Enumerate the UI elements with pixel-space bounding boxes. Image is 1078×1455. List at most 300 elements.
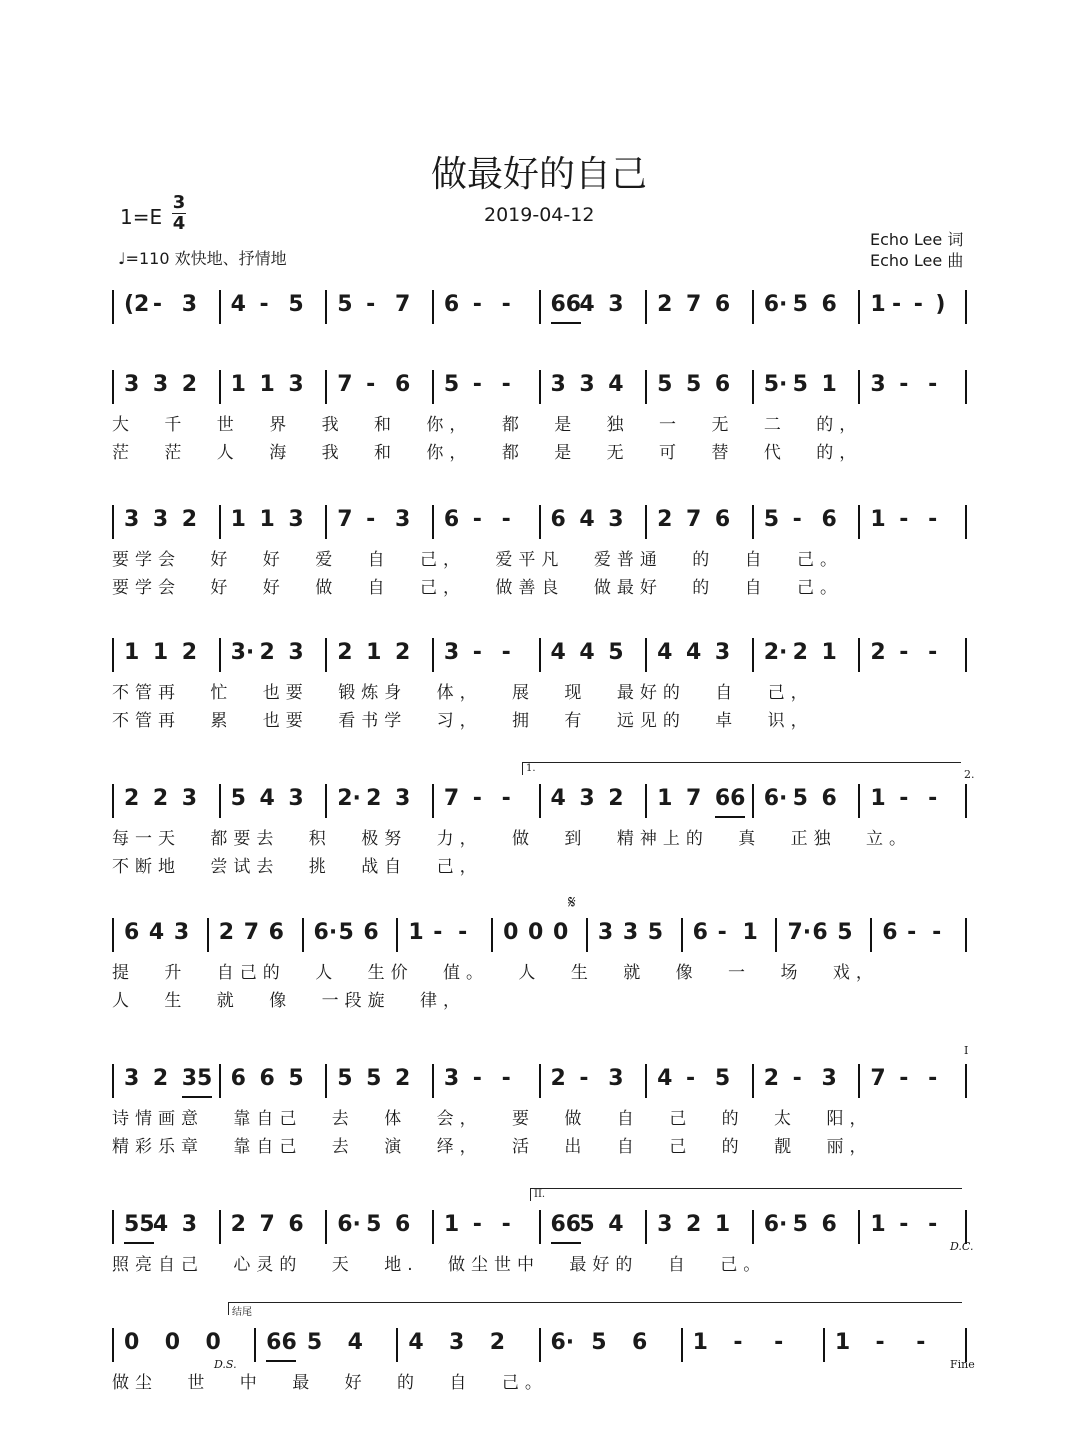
song-title: 做最好的自己 (430, 154, 647, 195)
jianpu-note: 1 (821, 372, 837, 397)
barline (112, 638, 114, 672)
barline (432, 784, 434, 818)
jianpu-note: - (875, 1330, 885, 1355)
barline (858, 1210, 860, 1244)
jianpu-note: 2 (763, 1066, 780, 1091)
lyrics-verse-2: 要学会 好 好 做 自 己， 做善良 做最好 的 自 己。 (112, 578, 844, 598)
barline (112, 1064, 114, 1098)
jianpu-note: 4 (686, 640, 702, 665)
jianpu-note: 1 (742, 920, 758, 945)
barline (752, 638, 754, 672)
jianpu-note: (2 (124, 292, 150, 317)
volta-2-ending: II. (530, 1188, 962, 1201)
lyrics-verse-1: 照亮自己 心灵的 天 地. 做尘世中 最好的 自 己。 (112, 1255, 767, 1275)
jianpu-note: 1 (152, 640, 169, 665)
jianpu-note: 35 (181, 1066, 213, 1091)
jianpu-note: 2 (550, 1066, 566, 1091)
jianpu-note: 7 (686, 507, 702, 532)
jianpu-note: 4 (152, 1212, 169, 1237)
barline (775, 918, 777, 952)
jianpu-note: 1 (692, 1330, 708, 1355)
jianpu-note: - (501, 1212, 511, 1237)
jianpu-note: 2 (259, 640, 275, 665)
jianpu-note: 1 (870, 786, 886, 811)
jianpu-note: 2 (218, 920, 235, 945)
jianpu-note: - (928, 507, 938, 532)
jianpu-note: - (366, 372, 376, 397)
jianpu-note: 7 (337, 372, 353, 397)
jianpu-note: 5 (792, 292, 808, 317)
jianpu-note: 2· (763, 640, 788, 665)
jianpu-note: 1 (714, 1212, 731, 1237)
jianpu-note: 2 (792, 640, 808, 665)
jianpu-note: 0 (503, 920, 519, 945)
jianpu-note: - (899, 507, 909, 532)
jianpu-note: 5 (591, 1330, 607, 1355)
lyrics-verse-1: 不管再 忙 也要 锻炼身 体， 展 现 最好的 自 己， (112, 683, 814, 703)
jianpu-note: 4 (347, 1330, 363, 1355)
jianpu-note: 3 (152, 507, 169, 532)
time-bottom: 4 (172, 213, 186, 234)
jianpu-note: 2 (395, 640, 411, 665)
barline (539, 1328, 541, 1362)
jianpu-note: 4 (657, 640, 673, 665)
barline (325, 370, 327, 404)
jianpu-note: 0 (552, 920, 569, 945)
barline (432, 1210, 434, 1244)
jianpu-note: 6 (821, 507, 837, 532)
jianpu-note: 3 (608, 1066, 624, 1091)
jianpu-note: 6 (882, 920, 898, 945)
barline (112, 1328, 114, 1362)
lyrics-verse-1: 每一天 都要去 积 极努 力， 做 到 精神上的 真 正独 立。 (112, 829, 913, 849)
jianpu-note: - (366, 292, 376, 317)
jianpu-note: 3 (288, 372, 304, 397)
barline (752, 505, 754, 539)
barline (539, 1064, 541, 1098)
tempo-marking: ♩=110 欢快地、抒情地 (118, 249, 287, 268)
jianpu-note: - (579, 1066, 589, 1091)
jianpu-note: - (152, 292, 163, 317)
jianpu-note: 7 (870, 1066, 886, 1091)
jianpu-note: 4 (148, 920, 165, 945)
lyricist: Echo Lee 词 (870, 230, 964, 249)
jianpu-note: 3 (395, 786, 411, 811)
barline (681, 1328, 683, 1362)
jianpu-note: 6 (124, 920, 140, 945)
jianpu-note: 6 (395, 1212, 411, 1237)
jianpu-note: - (899, 640, 909, 665)
lyrics-verse-2: 人 生 就 像 一段旋 律， (112, 991, 467, 1011)
jianpu-note: 1 (230, 507, 246, 532)
jianpu-note: 6 (443, 292, 460, 317)
volta-2: 2. (964, 768, 975, 781)
jianpu-note: 2 (124, 786, 140, 811)
jianpu-note: 6 (550, 507, 566, 532)
jianpu-note: 1 (821, 640, 837, 665)
jianpu-note: 5 (657, 372, 673, 397)
jianpu-note: 1 (230, 372, 246, 397)
barline (112, 505, 114, 539)
barline (752, 290, 754, 324)
jianpu-note: 3 (181, 1212, 198, 1237)
barline (965, 290, 967, 324)
barline (432, 1064, 434, 1098)
barline (396, 1328, 398, 1362)
barline (112, 370, 114, 404)
jianpu-note: - (501, 372, 511, 397)
jianpu-note: 0 (205, 1330, 221, 1355)
jianpu-note: 4 (579, 507, 595, 532)
jianpu-note: 7 (243, 920, 260, 945)
jianpu-note: - (366, 507, 376, 532)
jianpu-note: 6 (714, 507, 731, 532)
jianpu-note: - (899, 786, 909, 811)
jianpu-note: 2 (870, 640, 886, 665)
jianpu-note: 7 (259, 1212, 275, 1237)
jianpu-note: 2 (686, 1212, 702, 1237)
jianpu-note: 0 (528, 920, 544, 945)
barline (219, 290, 221, 324)
jianpu-note: 5 (763, 507, 780, 532)
jianpu-note: 0 (124, 1330, 140, 1355)
barline (325, 784, 327, 818)
jianpu-note: 2· (337, 786, 361, 811)
barline (325, 505, 327, 539)
jianpu-note: - (928, 1212, 938, 1237)
jianpu-note: 66 (550, 292, 582, 317)
barline (858, 505, 860, 539)
jianpu-note: 4 (259, 786, 275, 811)
jianpu-note: 3 (152, 372, 169, 397)
fine-marking: Fine (950, 1358, 975, 1371)
jianpu-note: 3 (821, 1066, 837, 1091)
jianpu-note: 4 (579, 292, 595, 317)
jianpu-note: - (472, 372, 482, 397)
jianpu-note: 1 (870, 1212, 886, 1237)
jianpu-note: - (774, 1330, 784, 1355)
ds-marking: D.S. (214, 1358, 237, 1371)
jianpu-note: - (899, 1066, 909, 1091)
jianpu-note: 3 (288, 507, 304, 532)
barline (432, 290, 434, 324)
jianpu-note: 1 (366, 640, 382, 665)
jianpu-note: - (792, 1066, 802, 1091)
jianpu-note: 2 (657, 292, 673, 317)
jianpu-note: 7 (686, 786, 702, 811)
barline (752, 784, 754, 818)
jianpu-note: 3 (550, 372, 566, 397)
jianpu-note: - (433, 920, 443, 945)
jianpu-note: 2 (181, 507, 198, 532)
lyrics-verse-1: 大 千 世 界 我 和 你， 都 是 独 一 无 二 的， (112, 415, 863, 435)
jianpu-note: 5 (579, 1212, 595, 1237)
jianpu-note: 6 (268, 920, 284, 945)
composer: Echo Lee 曲 (870, 251, 964, 270)
barline (752, 1064, 754, 1098)
barline (112, 290, 114, 324)
barline (325, 1064, 327, 1098)
barline (965, 638, 967, 672)
jianpu-note: - (928, 372, 938, 397)
jianpu-note: 1 (408, 920, 424, 945)
jianpu-note: 3 (608, 292, 624, 317)
jianpu-note: - (792, 507, 802, 532)
jianpu-note: 66 (714, 786, 746, 811)
jianpu-note: 6 (363, 920, 379, 945)
jianpu-note: 2 (152, 786, 169, 811)
jianpu-note: 5· (763, 372, 788, 397)
jianpu-note: 1 (124, 640, 140, 665)
jianpu-note: 5 (792, 372, 808, 397)
lyrics-verse-2: 不管再 累 也要 看书学 习， 拥 有 远见的 卓 识， (112, 711, 814, 731)
jianpu-note: - (259, 292, 269, 317)
barline (965, 1328, 967, 1362)
barline (207, 918, 209, 952)
barline (219, 505, 221, 539)
barline (858, 784, 860, 818)
lyrics-verse-1: 提 升 自己的 人 生价 值。 人 生 就 像 一 场 戏， (112, 963, 879, 983)
jianpu-note: 3 (622, 920, 639, 945)
system-2 (0, 370, 1078, 480)
jianpu-note: - (899, 1212, 909, 1237)
barline (539, 505, 541, 539)
jianpu-note: 1 (657, 786, 673, 811)
barline (112, 784, 114, 818)
jianpu-note: 2 (395, 1066, 411, 1091)
barline (645, 1064, 647, 1098)
barline (681, 918, 683, 952)
barline (965, 1210, 967, 1244)
underline-beam (124, 1242, 154, 1244)
jianpu-note: - (928, 640, 938, 665)
jianpu-note: 3 (443, 640, 460, 665)
jianpu-note: - (472, 640, 482, 665)
jianpu-note: 7· (787, 920, 812, 945)
jianpu-note: 3 (870, 372, 886, 397)
barline (432, 505, 434, 539)
jianpu-note: 66 (550, 1212, 582, 1237)
jianpu-note: 6 (714, 292, 731, 317)
barline (645, 1210, 647, 1244)
key-signature: 1=E (120, 205, 163, 229)
jianpu-note: - (928, 786, 938, 811)
jianpu-note: 3 (288, 786, 304, 811)
barline (539, 370, 541, 404)
jianpu-note: 7 (686, 292, 702, 317)
jianpu-note: 5 (608, 640, 624, 665)
jianpu-note: 3· (230, 640, 255, 665)
jianpu-note: 6 (443, 507, 460, 532)
jianpu-note: 3 (124, 1066, 140, 1091)
jianpu-note: 1 (834, 1330, 851, 1355)
jianpu-note: 3 (395, 507, 411, 532)
jianpu-note: 2 (181, 640, 198, 665)
lyrics-verse-2: 茫 茫 人 海 我 和 你， 都 是 无 可 替 代 的， (112, 443, 863, 463)
jianpu-note: 3 (288, 640, 304, 665)
jianpu-note: 3 (124, 372, 140, 397)
jianpu-note: 3 (443, 1066, 460, 1091)
barline (432, 638, 434, 672)
coda-label: 结尾 (228, 1302, 962, 1315)
jianpu-note: 3 (608, 507, 624, 532)
jianpu-note: 1 (870, 507, 886, 532)
jianpu-note: 3 (579, 786, 595, 811)
time-signature (172, 194, 186, 233)
barline (325, 638, 327, 672)
jianpu-note: - (928, 1066, 938, 1091)
jianpu-note: 4 (608, 372, 624, 397)
section-mark: I (964, 1044, 969, 1057)
lyrics-verse-2: 不断地 尝试去 挑 战自 己， (112, 857, 483, 877)
lyrics-verse-1: 要学会 好 好 爱 自 己， 爱平凡 爱普通 的 自 己。 (112, 550, 844, 570)
jianpu-note: 3 (597, 920, 614, 945)
lyrics-verse-1: 做尘 世 中 最 好 的 自 己。 (112, 1373, 548, 1393)
underline-beam (182, 1096, 212, 1098)
jianpu-note: 4 (230, 292, 246, 317)
jianpu-note: - (472, 1066, 482, 1091)
lyrics-verse-1: 诗情画意 靠自己 去 体 会， 要 做 自 己 的 太 阳， (112, 1109, 873, 1129)
volta-1: 1. (522, 762, 961, 775)
jianpu-note: 6· (763, 786, 788, 811)
jianpu-note: 6 (812, 920, 828, 945)
barline (965, 370, 967, 404)
jianpu-note: 1 (870, 292, 886, 317)
jianpu-note: - (501, 640, 511, 665)
jianpu-note: - (932, 920, 942, 945)
jianpu-note: - (501, 786, 511, 811)
jianpu-note: 6 (230, 1066, 246, 1091)
barline (539, 784, 541, 818)
barline (965, 1064, 967, 1098)
jianpu-note: 3 (173, 920, 190, 945)
jianpu-note: 5 (288, 1066, 304, 1091)
jianpu-note: 6 (631, 1330, 648, 1355)
jianpu-note: 6· (550, 1330, 575, 1355)
jianpu-note: 6 (259, 1066, 275, 1091)
jianpu-note: 6 (288, 1212, 304, 1237)
jianpu-note: 1 (259, 372, 275, 397)
barline (965, 505, 967, 539)
jianpu-note: - (733, 1330, 743, 1355)
system-6 (0, 892, 1078, 1028)
barline (219, 1064, 221, 1098)
underline-beam (551, 322, 581, 324)
jianpu-note: - (458, 920, 468, 945)
jianpu-note: - (686, 1066, 696, 1091)
jianpu-note: 2 (181, 372, 198, 397)
jianpu-note: 66 (266, 1330, 297, 1355)
jianpu-note: 5 (792, 1212, 808, 1237)
jianpu-note: 3 (657, 1212, 673, 1237)
jianpu-note: 7 (337, 507, 353, 532)
jianpu-note: 5 (714, 1066, 731, 1091)
jianpu-note: 6 (692, 920, 708, 945)
jianpu-note: - (472, 292, 482, 317)
barline (325, 1210, 327, 1244)
date: 2019-04-12 (484, 204, 595, 226)
barline (432, 370, 434, 404)
jianpu-note: - (472, 1212, 482, 1237)
jianpu-note: 5 (837, 920, 853, 945)
system-9 (0, 1307, 1078, 1438)
jianpu-note: - (916, 1330, 926, 1355)
barline (219, 370, 221, 404)
barline (491, 918, 493, 952)
jianpu-note: 4 (608, 1212, 624, 1237)
jianpu-note: 5 (792, 786, 808, 811)
jianpu-note: 4 (579, 640, 595, 665)
jianpu-note: 5 (337, 292, 353, 317)
jianpu-note: 5 (443, 372, 460, 397)
jianpu-note: 55 (124, 1212, 155, 1237)
barline (965, 918, 967, 952)
jianpu-note: 2 (366, 786, 382, 811)
jianpu-note: - (913, 292, 923, 317)
barline (858, 638, 860, 672)
barline (645, 290, 647, 324)
jianpu-note: - (501, 1066, 511, 1091)
jianpu-note: - (892, 292, 902, 317)
system-4 (0, 638, 1078, 748)
jianpu-note: ) (935, 292, 946, 317)
jianpu-note: 4 (550, 786, 566, 811)
jianpu-note: - (907, 920, 917, 945)
jianpu-note: 6· (763, 1212, 788, 1237)
barline (254, 1328, 256, 1362)
barline (752, 1210, 754, 1244)
underline-beam (551, 1242, 581, 1244)
system-3 (0, 505, 1078, 615)
underline-beam (266, 1360, 296, 1362)
barline (870, 918, 872, 952)
jianpu-note: 0 (164, 1330, 181, 1355)
jianpu-note: 3 (124, 507, 140, 532)
jianpu-note: 5 (337, 1066, 353, 1091)
jianpu-note: - (501, 507, 511, 532)
jianpu-note: - (717, 920, 727, 945)
jianpu-note: 4 (657, 1066, 673, 1091)
system-7 (0, 1044, 1078, 1174)
barline (219, 1210, 221, 1244)
system-5 (0, 763, 1078, 894)
jianpu-note: 7 (443, 786, 460, 811)
jianpu-note: 5 (288, 292, 304, 317)
jianpu-note: 2 (657, 507, 673, 532)
barline (539, 638, 541, 672)
jianpu-note: - (899, 372, 909, 397)
jianpu-note: 6· (337, 1212, 361, 1237)
barline (645, 505, 647, 539)
jianpu-note: 7 (395, 292, 411, 317)
jianpu-note: 2 (608, 786, 624, 811)
underline-beam (715, 816, 745, 818)
jianpu-note: 3 (579, 372, 595, 397)
barline (858, 290, 860, 324)
barline (396, 918, 398, 952)
barline (112, 918, 114, 952)
jianpu-note: 6 (395, 372, 411, 397)
jianpu-note: 6 (821, 1212, 837, 1237)
jianpu-note: 4 (550, 640, 566, 665)
dc-marking: D.C. (950, 1240, 974, 1253)
jianpu-note: 6· (763, 292, 788, 317)
barline (965, 784, 967, 818)
jianpu-note: 5 (306, 1330, 323, 1355)
lyrics-verse-2: 精彩乐章 靠自己 去 演 绎， 活 出 自 己 的 靓 丽， (112, 1137, 873, 1157)
barline (586, 918, 588, 952)
segno-sign: 𝄋 (568, 892, 576, 913)
